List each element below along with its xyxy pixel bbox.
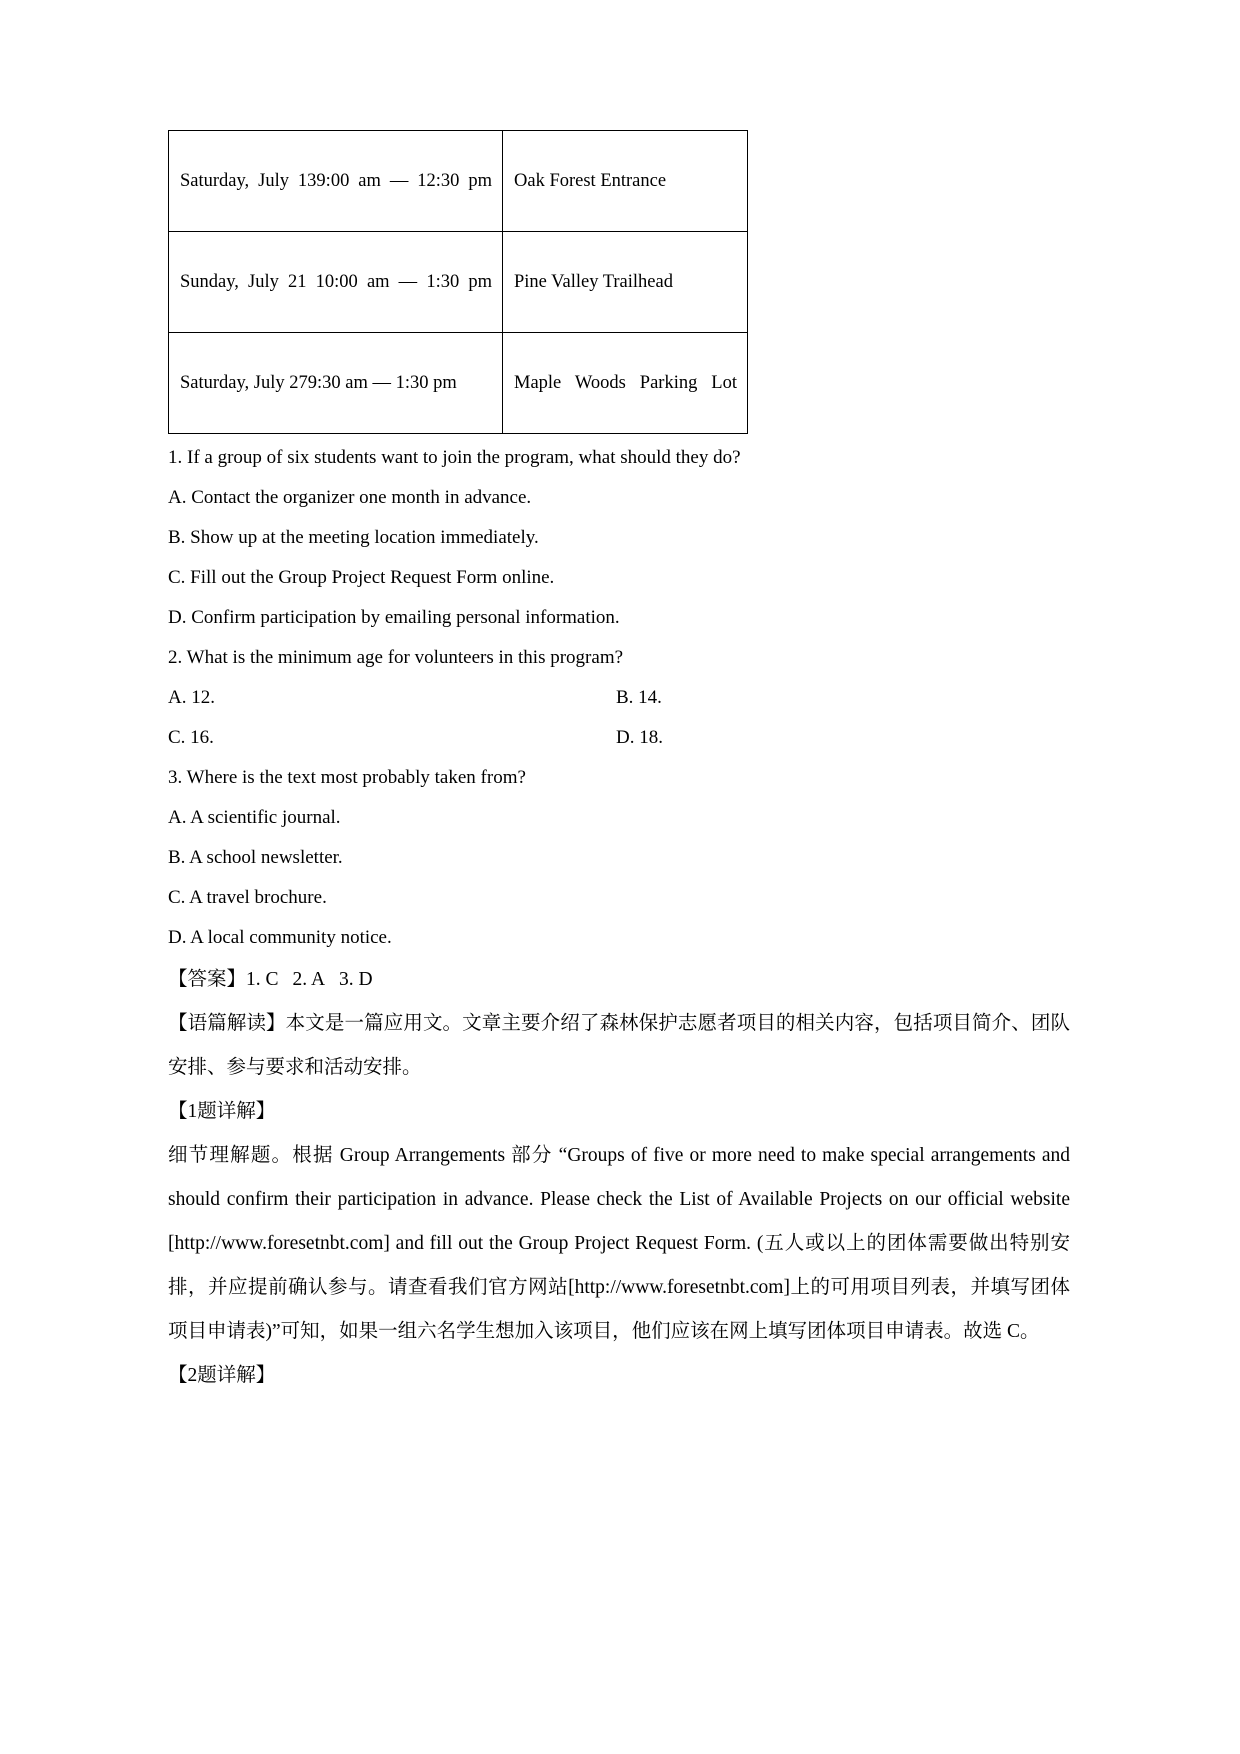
schedule-location-cell (503, 333, 748, 434)
question-2-option-a[interactable]: A. 12. (168, 687, 215, 708)
passage-analysis-text: 本文是一篇应用文。文章主要介绍了森林保护志愿者项目的相关内容，包括项目简介、团队安排、参与要求和活动安排。 (168, 1013, 1070, 1078)
schedule-time-text: Saturday, July 279:30 am — 1:30 pm (180, 372, 457, 393)
explanation-2-heading: 【2题详解】 (168, 1365, 276, 1386)
explanation-1-body: 细节理解题。根据 Group Arrangements 部分 “Groups of five or more need to make special arrangements and should confirm their participation in advance. Please check the List of Available Projects on our official website [http://www.foresetnbt.com] and fill out the Group Project Request Form. (五人或以上的团体需要做出特别安排，并应提前确认参与。请查看我们官方网站[http://www.foresetnbt.com]上的可用项目列表，并填写团体项目申请表)”可知，如果一组六名学生想加入该项目，他们应该在网上填写团体项目申请表。故选 C。 (168, 1145, 1070, 1342)
passage-analysis-label: 【语篇解读】 (168, 1013, 286, 1034)
schedule-time-cell (169, 232, 503, 333)
schedule-time-text: Saturday, July 139:00 am — 12:30 pm (180, 170, 492, 191)
explanation-1-heading: 【1题详解】 (168, 1101, 276, 1122)
question-3-option-d[interactable]: D. A local community notice. (168, 927, 392, 948)
question-3-option-c[interactable]: C. A travel brochure. (168, 887, 327, 908)
answer-key-item-1: 1. C (246, 969, 279, 990)
schedule-time-cell (169, 333, 503, 434)
question-2-options-row-1 (168, 678, 1070, 718)
schedule-table (168, 130, 748, 434)
schedule-time-cell (169, 131, 503, 232)
schedule-time-text: Sunday, July 21 10:00 am — 1:30 pm (180, 271, 492, 292)
table-row (169, 131, 748, 232)
question-3-option-b[interactable]: B. A school newsletter. (168, 847, 343, 868)
question-2-option-c[interactable]: C. 16. (168, 727, 214, 748)
answer-key-item-3: 3. D (339, 969, 373, 990)
question-2-options-row-2 (168, 718, 1070, 758)
table-row (169, 232, 748, 333)
questions-block (168, 438, 1070, 958)
question-1-stem: 1. If a group of six students want to join the program, what should they do? (168, 447, 741, 468)
table-row (169, 333, 748, 434)
answer-key-label: 【答案】 (168, 969, 247, 990)
schedule-location-cell (503, 232, 748, 333)
schedule-location-text: Pine Valley Trailhead (514, 271, 673, 292)
answer-key (168, 958, 1070, 1002)
question-1-option-a[interactable]: A. Contact the organizer one month in advance. (168, 487, 532, 508)
answer-key-item-2: 2. A (292, 969, 326, 990)
question-1-option-b[interactable]: B. Show up at the meeting location immediately. (168, 527, 539, 548)
question-1-option-d[interactable]: D. Confirm participation by emailing personal information. (168, 607, 620, 628)
schedule-location-text: Maple Woods Parking Lot (514, 372, 737, 393)
question-2-option-d[interactable]: D. 18. (616, 727, 663, 748)
question-1-option-c[interactable]: C. Fill out the Group Project Request Form online. (168, 567, 555, 588)
schedule-location-cell (503, 131, 748, 232)
question-2-stem: 2. What is the minimum age for volunteers in this program? (168, 647, 624, 668)
question-3-stem: 3. Where is the text most probably taken from? (168, 767, 526, 788)
question-2-option-b[interactable]: B. 14. (616, 687, 662, 708)
passage-analysis (168, 1002, 1070, 1090)
schedule-location-text: Oak Forest Entrance (514, 170, 667, 191)
question-3-option-a[interactable]: A. A scientific journal. (168, 807, 341, 828)
